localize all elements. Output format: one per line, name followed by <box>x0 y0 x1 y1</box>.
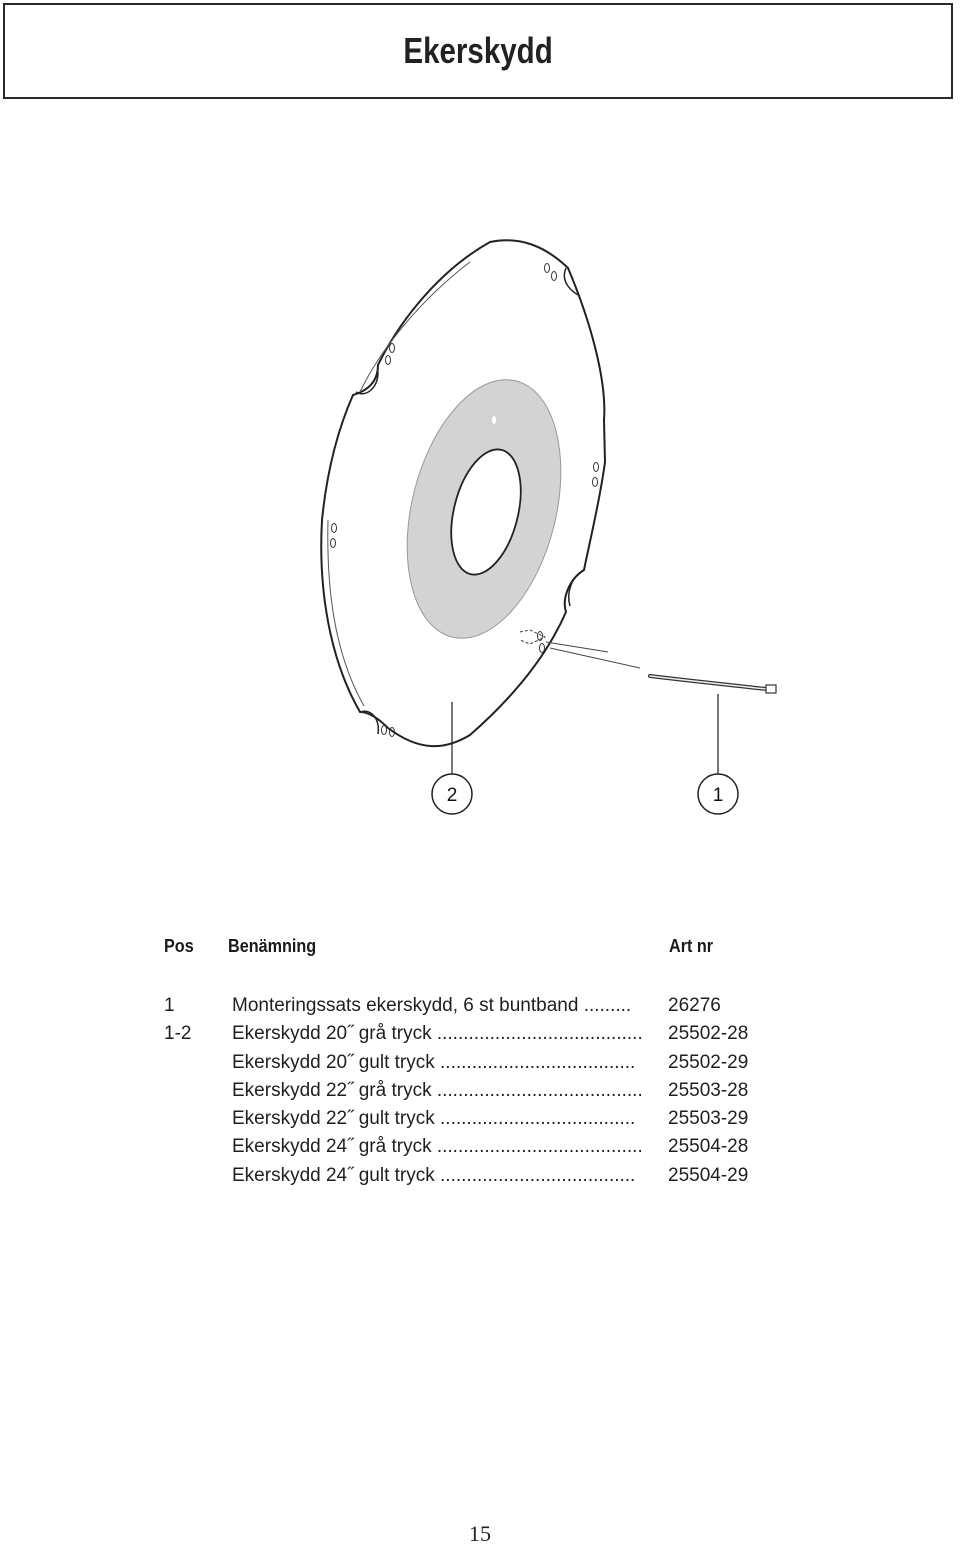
table-row <box>164 1077 784 1105</box>
row-art: 25504-29 <box>668 1164 749 1186</box>
row-name: Ekerskydd 24˝ grå tryck ....................................... <box>232 1136 643 1158</box>
row-pos: 1 <box>164 995 175 1016</box>
row-name: Ekerskydd 20˝ gult tryck ..................................... <box>232 1051 636 1073</box>
page-number: 15 <box>469 1521 491 1546</box>
parts-list <box>164 992 784 1190</box>
row-art: 25503-29 <box>668 1108 749 1130</box>
callout-1-number: 1 <box>712 785 724 806</box>
row-pos <box>164 1077 232 1105</box>
table-row <box>164 1049 784 1077</box>
callout-2-number: 2 <box>446 785 458 806</box>
header-pos: Pos <box>164 936 194 956</box>
header-name: Benämning <box>228 936 317 956</box>
row-name: Monteringssats ekerskydd, 6 st buntband ......... <box>232 995 632 1016</box>
callout-2 <box>432 774 472 814</box>
cable-tie <box>520 630 776 693</box>
row-pos <box>164 1049 232 1077</box>
row-art: 25503-28 <box>668 1079 749 1101</box>
row-pos <box>164 1162 232 1190</box>
page-title: Ekerskydd <box>403 30 553 71</box>
table-row <box>164 1020 784 1048</box>
table-row <box>164 1105 784 1133</box>
row-name: Ekerskydd 20˝ grå tryck ....................................... <box>232 1023 643 1045</box>
header-art: Art nr <box>669 936 714 956</box>
row-pos: 1-2 <box>164 1023 192 1045</box>
row-name: Ekerskydd 24˝ gult tryck ..................................... <box>232 1164 636 1186</box>
table-row <box>164 1162 784 1190</box>
row-pos <box>164 1133 232 1161</box>
row-art: 26276 <box>668 995 721 1016</box>
row-pos <box>164 1105 232 1133</box>
row-art: 25504-28 <box>668 1136 749 1158</box>
row-name: Ekerskydd 22˝ grå tryck ....................................... <box>232 1079 643 1101</box>
table-row <box>164 992 784 1020</box>
row-art: 25502-28 <box>668 1023 749 1045</box>
callout-1 <box>698 774 738 814</box>
table-row <box>164 1133 784 1161</box>
row-name: Ekerskydd 22˝ gult tryck ..................................... <box>232 1108 636 1130</box>
row-art: 25502-29 <box>668 1051 749 1073</box>
